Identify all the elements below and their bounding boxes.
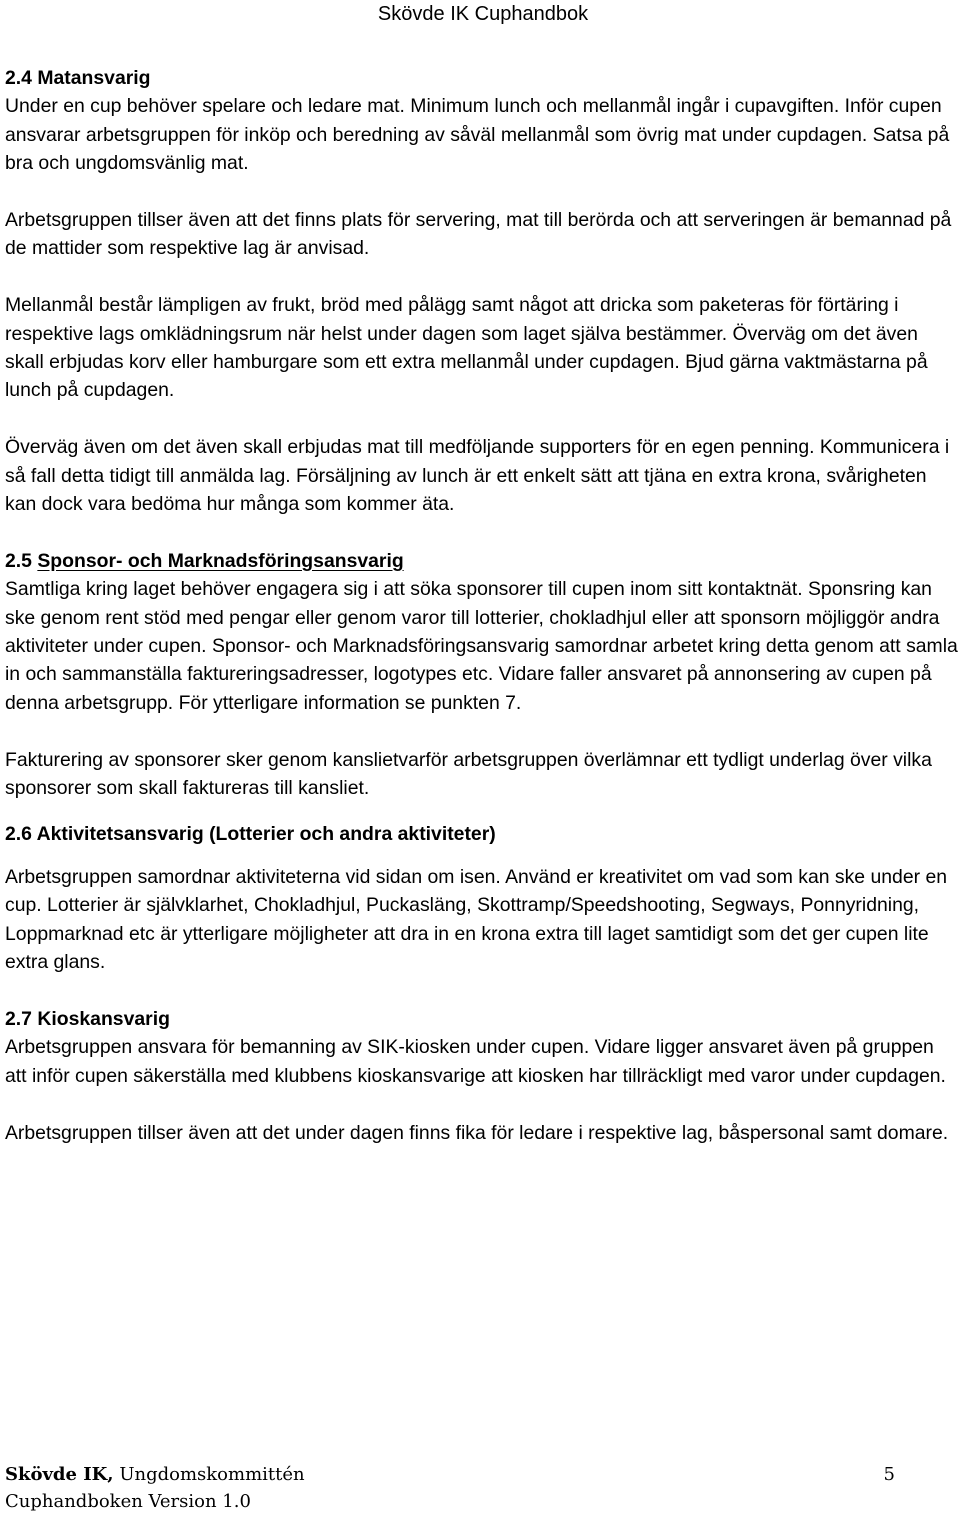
footer-version: Cuphandboken Version 1.0 xyxy=(5,1491,251,1512)
section-heading-2-7: 2.7 Kioskansvarig xyxy=(5,1007,170,1030)
paragraph: Arbetsgruppen ansvara för bemanning av SIK-kiosken under cupen. Vidare ligger ansvaret även på gruppen att inför cupen säkerställa med klubbens kioskansvarige att kiosken har tillräckligt med varor under cupdagen. xyxy=(5,1036,946,1087)
footer-organization: Skövde IK, Ungdomskommittén xyxy=(5,1464,305,1485)
section-heading-2-5: 2.5 Sponsor- och Marknadsföringsansvarig xyxy=(5,549,404,572)
paragraph: Samtliga kring laget behöver engagera sig i att söka sponsorer till cupen inom sitt kontaktnät. Sponsring kan ske genom rent stöd med pengar eller genom varor till lotterier, chokladhjul eller att sponsorn möjliggör andra aktiviteter under cupen. Sponsor- och Marknadsföringsansvarig samordnar arbetet kring detta genom att samla in och sammanställa faktureringsadresser, logotypes etc. Vidare faller ansvaret på annonsering av cupen på denna arbetsgrupp. För ytterligare information se punkten 7. xyxy=(5,578,958,714)
paragraph: Fakturering av sponsorer sker genom kanslietvarför arbetsgruppen överlämnar ett tydligt underlag över vilka sponsorer som skall faktureras till kansliet. xyxy=(5,748,932,800)
page-footer xyxy=(5,1461,895,1515)
paragraph: Under en cup behöver spelare och ledare mat. Minimum lunch och mellanmål ingår i cupavgiften. Inför cupen ansvarar arbetsgruppen för inköp och beredning av såväl mellanmål som övrig mat under cupdagen. Satsa på bra och ungdomsvänlig mat. xyxy=(5,95,950,175)
paragraph: Mellanmål består lämpligen av frukt, bröd med pålägg samt något att dricka som paketeras för förtäring i respektive lags omklädningsrum när helst under dagen som laget själva bestämmer. Överväg om det även skall erbjudas korv eller hamburgare som ett extra mellanmål under cupdagen. Bjud gärna vaktmästarna på lunch på cupdagen. xyxy=(5,294,928,402)
paragraph: Arbetsgruppen samordnar aktiviteterna vid sidan om isen. Använd er kreativitet om vad som kan ske under en cup. Lotterier är självklarhet, Chokladhjul, Puckasläng, Skottramp/Speedshooting, Segways, Ponnyridning, Loppmarknad etc är ytterligare möjligheter att dra in en krona extra till laget samtidigt som det ger cupen lite extra glans. xyxy=(5,865,948,974)
section-heading-2-4: 2.4 Matansvarig xyxy=(5,67,151,89)
paragraph: Överväg även om det även skall erbjudas mat till medföljande supporters för en egen penning. Kommunicera i så fall detta tidigt till anmälda lag. Försäljning av lunch är ett enkelt sätt att tjäna en extra krona, svårigheten kan dock vara bedöma hur många som kommer äta. xyxy=(5,436,950,516)
page-header xyxy=(0,2,960,26)
page-number: 5 xyxy=(883,1464,895,1485)
document-title: Skövde IK Cuphandbok xyxy=(377,3,589,25)
section-heading-2-6: 2.6 Aktivitetsansvarig (Lotterier och andra aktiviteter) xyxy=(5,823,496,846)
paragraph: Arbetsgruppen tillser även att det finns plats för servering, mat till berörda och att serveringen är bemannad på de mattider som respektive lag är anvisad. xyxy=(5,209,952,260)
document-body xyxy=(5,64,960,1147)
paragraph: Arbetsgruppen tillser även att det under dagen finns fika för ledare i respektive lag, båspersonal samt domare. xyxy=(5,1121,949,1144)
